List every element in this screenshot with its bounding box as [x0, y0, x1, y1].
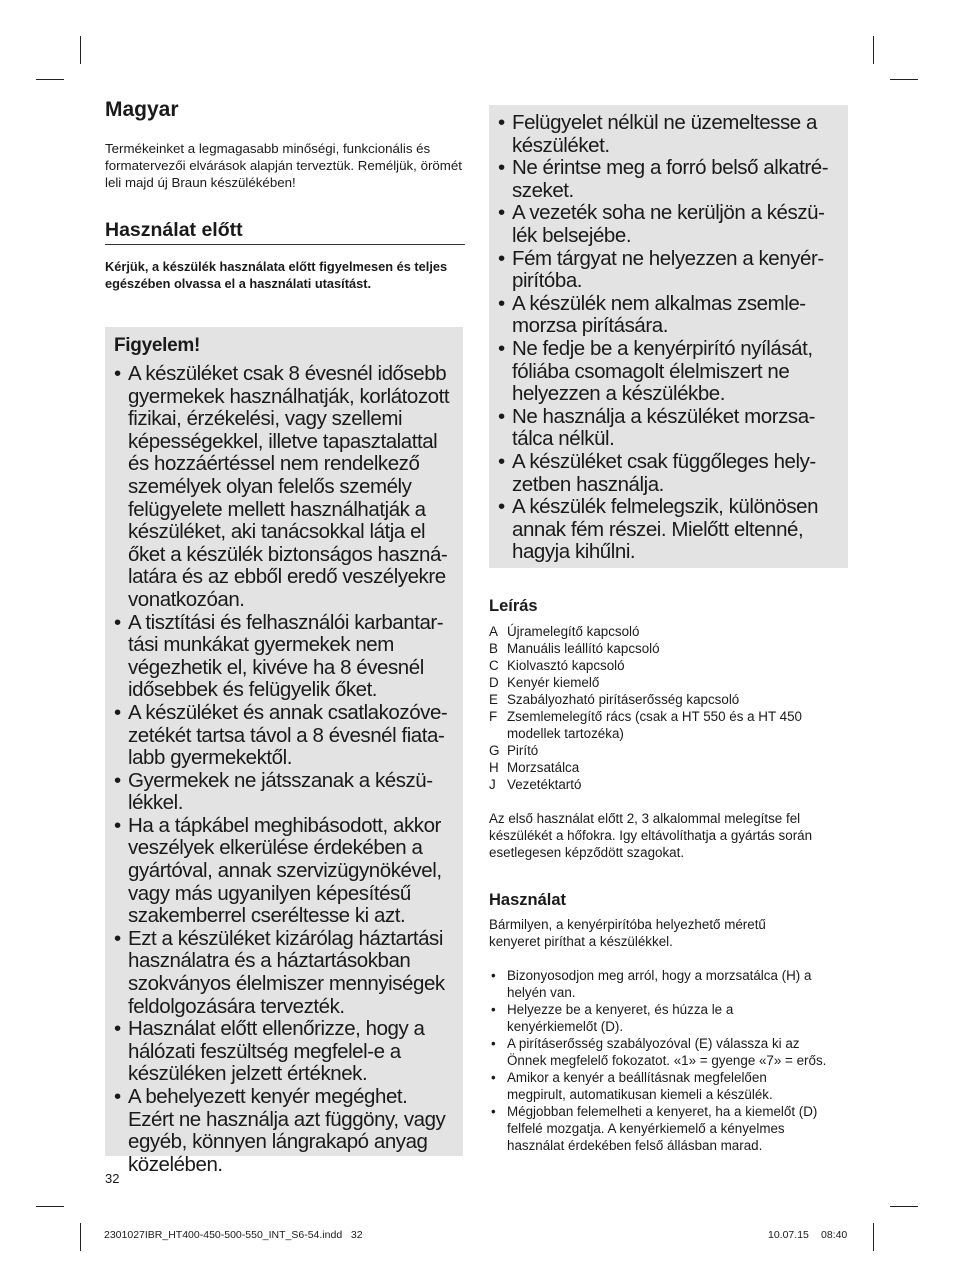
warning-list	[114, 363, 457, 1176]
warning-item: • A tisztítási és felhasználói karbantartási munkákat gyermekek nem végezhetik el, kivéve ha 8 évesnél idősebbek és felügyelik őket.	[114, 612, 457, 702]
language-heading: Magyar	[105, 98, 179, 121]
file-slug: 2301027IBR_HT400-450-500-550_INT_S6-54.indd 32	[104, 1229, 363, 1241]
usage-item: • A pirításerősség szabályozóval (E) válassza ki az Önnek megfelelő fokozatot. «1» = gyenge «7» = erős.	[489, 1035, 841, 1069]
crop-mark	[890, 79, 918, 80]
usage-intro: Bármilyen, a kenyérpirítóba helyezhető méretű kenyeret piríthat a készülékkel.	[489, 917, 766, 949]
warning-list-continued	[498, 112, 841, 564]
description-item: J Vezetéktartó	[489, 777, 582, 792]
intro-text: Termékeinket a legmagasabb minőségi, funkcionális és formatervezői elvárások alapján terveztük. Reméljük, örömét leli majd új Braun készülékében!	[105, 141, 462, 190]
description-item: H Morzsatálca	[489, 760, 580, 775]
warning-item: • Fém tárgyat ne helyezzen a kenyérpirítóba.	[498, 248, 841, 293]
description-item: G Pirító	[489, 743, 539, 758]
description-item: F Zsemlemelegítő rács (csak a HT 550 és a HT 450 modellek tartozéka)	[489, 709, 802, 741]
warning-item: • Ha a tápkábel meghibásodott, akkor veszélyek elkerülése érdekében a gyártóval, annak szervizügynökével, vagy más ugyanilyen képesítésű szakemberrel cseréltesse ki azt.	[114, 815, 457, 928]
description-item: A Újramelegítő kapcsoló	[489, 624, 640, 639]
description-list	[489, 623, 851, 793]
usage-item: • Mégjobban felemelheti a kenyeret, ha a kiemelőt (D) felfelé mozgatja. A kenyérkiemelő a kényelmes használat érdekében felső állásban marad.	[489, 1103, 841, 1154]
warning-item: • Ne használja a készüléket morzsatálca nélkül.	[498, 406, 841, 451]
crop-mark	[36, 1206, 64, 1207]
usage-item: • Amikor a kenyér a beállításnak megfelelően megpirult, automatikusan kiemeli a készülék.	[489, 1069, 817, 1103]
crop-mark	[890, 1206, 918, 1207]
warning-item: • A készülék nem alkalmas zsemlemorzsa pirítására.	[498, 293, 841, 338]
first-use-text: Az első használat előtt 2, 3 alkalommal melegítse fel készülékét a hőfokra. Igy eltávolíthatja a gyártás során esetlegesen képződött szagokat.	[489, 811, 813, 860]
print-date: 10.07.15	[768, 1229, 809, 1241]
warning-item: • A készüléket csak függőleges helyzetben használja.	[498, 451, 841, 496]
warning-item: • A készüléket csak 8 évesnél idősebb gyermekek használhatják, korlátozott fizikai, érzékelési, vagy szellemi képességekkel, illetve tapasztalattal és hozzáértéssel nem rendelkező személyek olyan felelős személy felügyelete mellett használhatják a készüléket, aki tanácsokkal látja el őket a készülék biztonságos használatára és az ebből eredő veszélyekre vonatkozóan.	[114, 363, 457, 612]
usage-item: • Helyezze be a kenyeret, és húzza le a kenyérkiemelőt (D).	[489, 1001, 762, 1035]
crop-mark	[80, 1223, 81, 1251]
read-notice: Kérjük, a készülék használata előtt figyelmesen és teljes egészében olvassa el a használati utasítást.	[105, 259, 448, 291]
warning-item: • A készülék felmelegszik, különösen annak fém részei. Mielőtt eltenné, hagyja kihűlni.	[498, 496, 841, 564]
description-item: B Manuális leállító kapcsoló	[489, 641, 660, 656]
usage-list	[489, 967, 841, 1154]
print-time: 08:40	[821, 1229, 848, 1241]
description-item: E Szabályozható pirításerősség kapcsoló	[489, 692, 740, 707]
crop-mark	[873, 1223, 874, 1251]
warning-item: • Ne érintse meg a forró belső alkatrészeket.	[498, 157, 841, 202]
warning-title: Figyelem!	[114, 335, 200, 356]
description-item: D Kenyér kiemelő	[489, 675, 600, 690]
warning-box-left	[105, 327, 463, 1176]
usage-heading: Használat	[489, 891, 567, 909]
warning-item: • Ne fedje be a kenyérpirító nyílását, fóliába csomagolt élelmiszert ne helyezzen a készülékbe.	[498, 338, 841, 406]
warning-item: • Felügyelet nélkül ne üzemeltesse a készüléket.	[498, 112, 841, 157]
page-number: 32	[105, 1171, 120, 1186]
crop-mark	[873, 36, 874, 64]
crop-mark	[80, 36, 81, 64]
warning-item: • Gyermekek ne játsszanak a készülékkel.	[114, 770, 457, 815]
warning-box-right	[489, 105, 848, 568]
left-column	[105, 98, 465, 292]
warning-item: • Ezt a készüléket kizárólag háztartási használatra és a háztartásokban szokványos élelmiszer mennyiségek feldolgozására tervezték.	[114, 928, 457, 1018]
crop-mark	[36, 79, 64, 80]
right-column	[489, 597, 851, 1154]
warning-item: • Használat előtt ellenőrizze, hogy a hálózati feszültség megfelel-e a készüléken jelzett értéknek.	[114, 1018, 457, 1086]
usage-item: • Bizonyosodjon meg arról, hogy a morzsatálca (H) a helyén van.	[489, 967, 841, 1001]
warning-item: • A behelyezett kenyér megéghet. Ezért ne használja azt függöny, vagy egyéb, könnyen lángrakapó anyag közelében.	[114, 1086, 457, 1176]
section-heading: Használat előtt	[105, 219, 465, 245]
warning-item: • A készüléket és annak csatlakozóvezetékét tartsa távol a 8 évesnél fiatalabb gyermekektől.	[114, 702, 457, 770]
warning-item: • A vezeték soha ne kerüljön a készülék belsejébe.	[498, 202, 841, 247]
description-item: C Kiolvasztó kapcsoló	[489, 658, 625, 673]
description-heading: Leírás	[489, 597, 538, 615]
